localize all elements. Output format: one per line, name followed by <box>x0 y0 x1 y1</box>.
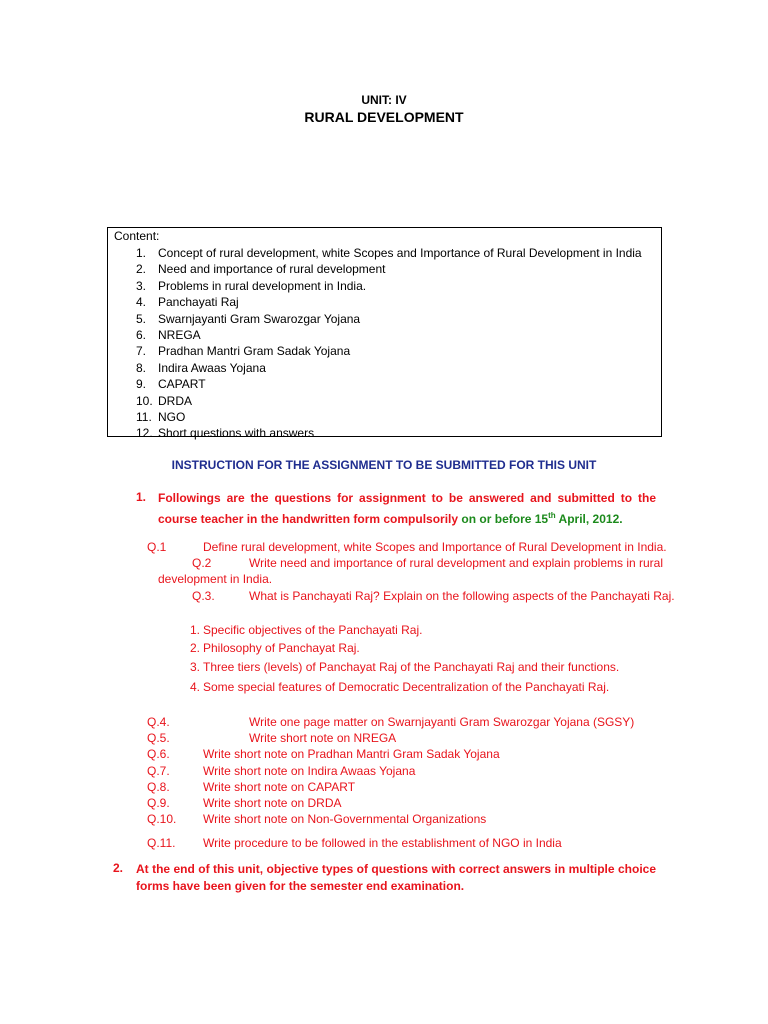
sub-item-text: Some special features of Democratic Decentralization of the Panchayati Raj. <box>203 680 610 694</box>
instruction-text <box>158 490 656 528</box>
list-item-text: Indira Awaas Yojana <box>158 360 266 375</box>
list-item-text: Concept of rural development, white Scopes and Importance of Rural Development in India <box>158 246 642 260</box>
question-text: Write short note on Non-Governmental Organizations <box>203 812 487 826</box>
list-item-text: Pradhan Mantri Gram Sadak Yojana <box>158 344 351 359</box>
unit-label: UNIT: IV <box>361 93 407 107</box>
question-number: Q.9. <box>147 796 170 810</box>
list-item-text: NGO <box>158 409 186 424</box>
question-number: Q.3. <box>192 589 215 603</box>
sub-item-number: 3. <box>190 660 201 674</box>
question-number: Q.7. <box>147 764 170 778</box>
list-item-text: Swarnjayanti Gram Swarozgar Yojana <box>158 311 361 326</box>
sub-item-number: 2. <box>190 641 201 655</box>
deadline-prefix: on or before 15 <box>461 512 549 526</box>
question-number: Q.10. <box>147 812 177 826</box>
list-item-number: 5. <box>136 311 147 326</box>
list-item-text: Problems in rural development in India. <box>158 278 367 293</box>
deadline-superscript: th <box>548 511 556 520</box>
instruction-number: 2. <box>113 861 124 875</box>
list-item-number: 6. <box>136 327 147 342</box>
question-text: Write one page matter on Swarnjayanti Gram Swarozgar Yojana (SGSY) <box>249 715 635 729</box>
question-text: What is Panchayati Raj? Explain on the following aspects of the Panchayati Raj. <box>249 589 675 603</box>
instruction-text: At the end of this unit, objective types of questions with correct answers in multiple choice forms have been given for the semester end examination. <box>136 862 656 893</box>
question-text: Write need and importance of rural development and explain problems in rural <box>249 556 664 570</box>
list-item-number: 3. <box>136 278 147 293</box>
list-item-text: Need and importance of rural development <box>158 262 386 277</box>
question-text: Write short note on Indira Awaas Yojana <box>203 764 416 778</box>
question-number: Q.6. <box>147 747 170 761</box>
list-item-text: Panchayati Raj <box>158 295 239 310</box>
list-item-text: NREGA <box>158 327 201 342</box>
question-number: Q.11. <box>147 836 176 850</box>
list-item-number: 4. <box>136 295 147 310</box>
sub-item-text: Three tiers (levels) of Panchayat Raj of the Panchayati Raj and their functions. <box>203 660 620 674</box>
sub-item-number: 1. <box>190 623 201 637</box>
deadline <box>461 512 622 526</box>
list-item-number: 8. <box>136 360 147 375</box>
list-item-number: 9. <box>136 377 147 392</box>
question-text: Write short note on DRDA <box>203 796 342 810</box>
question-number: Q.4. <box>147 715 170 729</box>
list-item-number: 10. <box>136 393 153 408</box>
list-item-text: DRDA <box>158 393 193 408</box>
deadline-suffix: April, 2012. <box>555 512 623 526</box>
sub-item-text: Specific objectives of the Panchayati Raj. <box>203 623 423 637</box>
instruction-body: Followings are the questions for assignment to be answered and submitted to the course teacher in the handwritten form compulsorily <box>158 491 656 526</box>
sub-item-number: 4. <box>190 680 201 694</box>
question-text-continued: development in India. <box>158 572 273 586</box>
list-item-number: 1. <box>136 246 147 260</box>
content-heading: Content: <box>114 229 160 243</box>
list-item-number: 7. <box>136 344 147 359</box>
content-box <box>107 227 662 441</box>
question-text: Write short note on Pradhan Mantri Gram Sadak Yojana <box>203 747 500 761</box>
list-item-number: 2. <box>136 262 147 277</box>
question-text: Write short note on CAPART <box>203 780 356 794</box>
question-text: Write procedure to be followed in the establishment of NGO in India <box>203 836 562 850</box>
instruction-heading: INSTRUCTION FOR THE ASSIGNMENT TO BE SUBMITTED FOR THIS UNIT <box>171 458 597 472</box>
list-item-number: 12. <box>136 426 153 441</box>
instruction-number: 1. <box>136 490 147 504</box>
list-item-text: CAPART <box>158 377 206 392</box>
question-number: Q.5. <box>147 731 170 745</box>
question-number: Q.2 <box>192 556 212 570</box>
question-text: Write short note on NREGA <box>249 731 397 745</box>
list-item-text: Short questions with answers <box>158 426 315 441</box>
list-item-number: 11. <box>136 409 152 424</box>
sub-item-text: Philosophy of Panchayat Raj. <box>203 641 360 655</box>
question-text: Define rural development, white Scopes and Importance of Rural Development in India. <box>203 540 667 554</box>
question-number: Q.1 <box>147 540 167 554</box>
document-title: RURAL DEVELOPMENT <box>304 109 464 125</box>
question-number: Q.8. <box>147 780 170 794</box>
